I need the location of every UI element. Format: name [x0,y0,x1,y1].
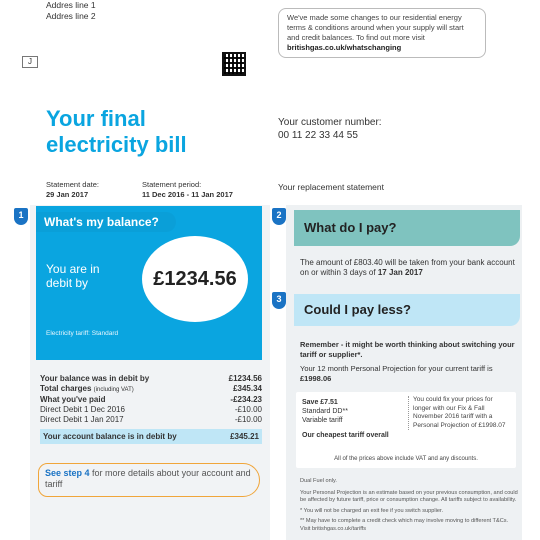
pay-heading: What do I pay? [294,210,520,246]
title-line-1: Your final [46,106,146,131]
balance-breakdown-table [40,374,262,444]
switch-reminder: Remember - it might be worth thinking about switching your tariff or supplier*. [300,340,515,359]
savings-summary: Save £7.51 Standard DD** Variable tariff [302,399,348,424]
customer-number [278,116,382,142]
footnote: Your Personal Projection is an estimate based on your previous consumption, and could be affected by future tariff, price or consumption change. All tariffs subject to availability. [300,489,518,504]
fix-and-fall-offer: You could fix your prices for longer with our Fix & Fall November 2016 tariff with a Personal Projection of £1998.07 [408,396,512,430]
step-2-badge: 2 [272,208,286,225]
payment-details: The amount of £803.40 will be taken from your bank account on or within 3 days of 17 Jan 2017 [300,258,515,277]
balance-amount: £1234.56 [142,236,248,322]
address-block [46,0,96,22]
reference-box: J [22,56,38,68]
vat-note: All of the prices above include VAT and any discounts. [334,456,478,462]
statement-period-label: Statement period: [142,180,202,189]
pay-less-heading: Could I pay less? [294,294,520,326]
footnote: ** May have to complete a credit check which may involve moving to different T&Cs. Visit britishgas.co.uk/tariffs [300,518,509,532]
table-row: Total charges (including VAT) £345.34 [40,384,262,393]
step-4-text: for more details about your account and tariff [45,468,251,489]
statement-period [142,180,233,200]
page-title [46,106,246,158]
tariff-label: Electricity tariff: Standard [46,330,119,337]
replacement-statement-label: Your replacement statement [278,182,384,192]
cheapest-tariff-label: Our cheapest tariff overall [302,432,389,439]
personal-projection: Your 12 month Personal Projection for your current tariff is £1998.06 [300,364,493,383]
table-row: What you've paid -£234.23 [40,395,262,404]
address-line-2: Addres line 2 [46,11,96,21]
see-step-4-callout[interactable] [38,463,260,497]
step-1-badge: 1 [14,208,28,225]
statement-date [46,180,99,200]
footnote: * You will not be charged an exit fee if you switch supplier. [300,507,444,514]
account-balance-row: Your account balance is in debit by £345.21 [40,429,262,444]
table-row: Direct Debit 1 Jan 2017 -£10.00 [40,415,262,424]
step-4-link[interactable]: See step 4 [45,468,90,478]
step-3-badge: 3 [272,292,286,309]
statement-date-value: 29 Jan 2017 [46,190,89,199]
statement-period-value: 11 Dec 2016 - 11 Jan 2017 [142,190,233,199]
terms-changes-text: We've made some changes to our residential energy terms & conditions around when your supply will start and credit balances. To find out more visit [287,13,464,42]
terms-changes-link[interactable]: britishgas.co.uk/whatschanging [287,43,402,52]
qr-code-icon [222,52,246,76]
terms-changes-notice [278,8,486,58]
payment-date: 17 Jan 2017 [377,268,423,277]
debit-status [46,262,126,290]
debit-status-line-1: You are in [46,262,100,276]
balance-heading: What's my balance? [36,212,176,232]
footnote: Dual Fuel only. [300,478,337,484]
projection-value: £1998.06 [300,374,332,383]
save-amount: Save £7.51 [302,399,338,406]
debit-status-line-2: debit by [46,276,89,290]
address-line-1: Addres line 1 [46,0,96,10]
table-row: Your balance was in debit by £1234.56 [40,374,262,383]
table-row: Direct Debit 1 Dec 2016 -£10.00 [40,405,262,414]
title-line-2: electricity bill [46,132,187,157]
customer-number-value: 00 11 22 33 44 55 [278,130,358,141]
footnotes [300,478,518,534]
statement-date-label: Statement date: [46,180,99,189]
customer-number-label: Your customer number: [278,117,382,128]
